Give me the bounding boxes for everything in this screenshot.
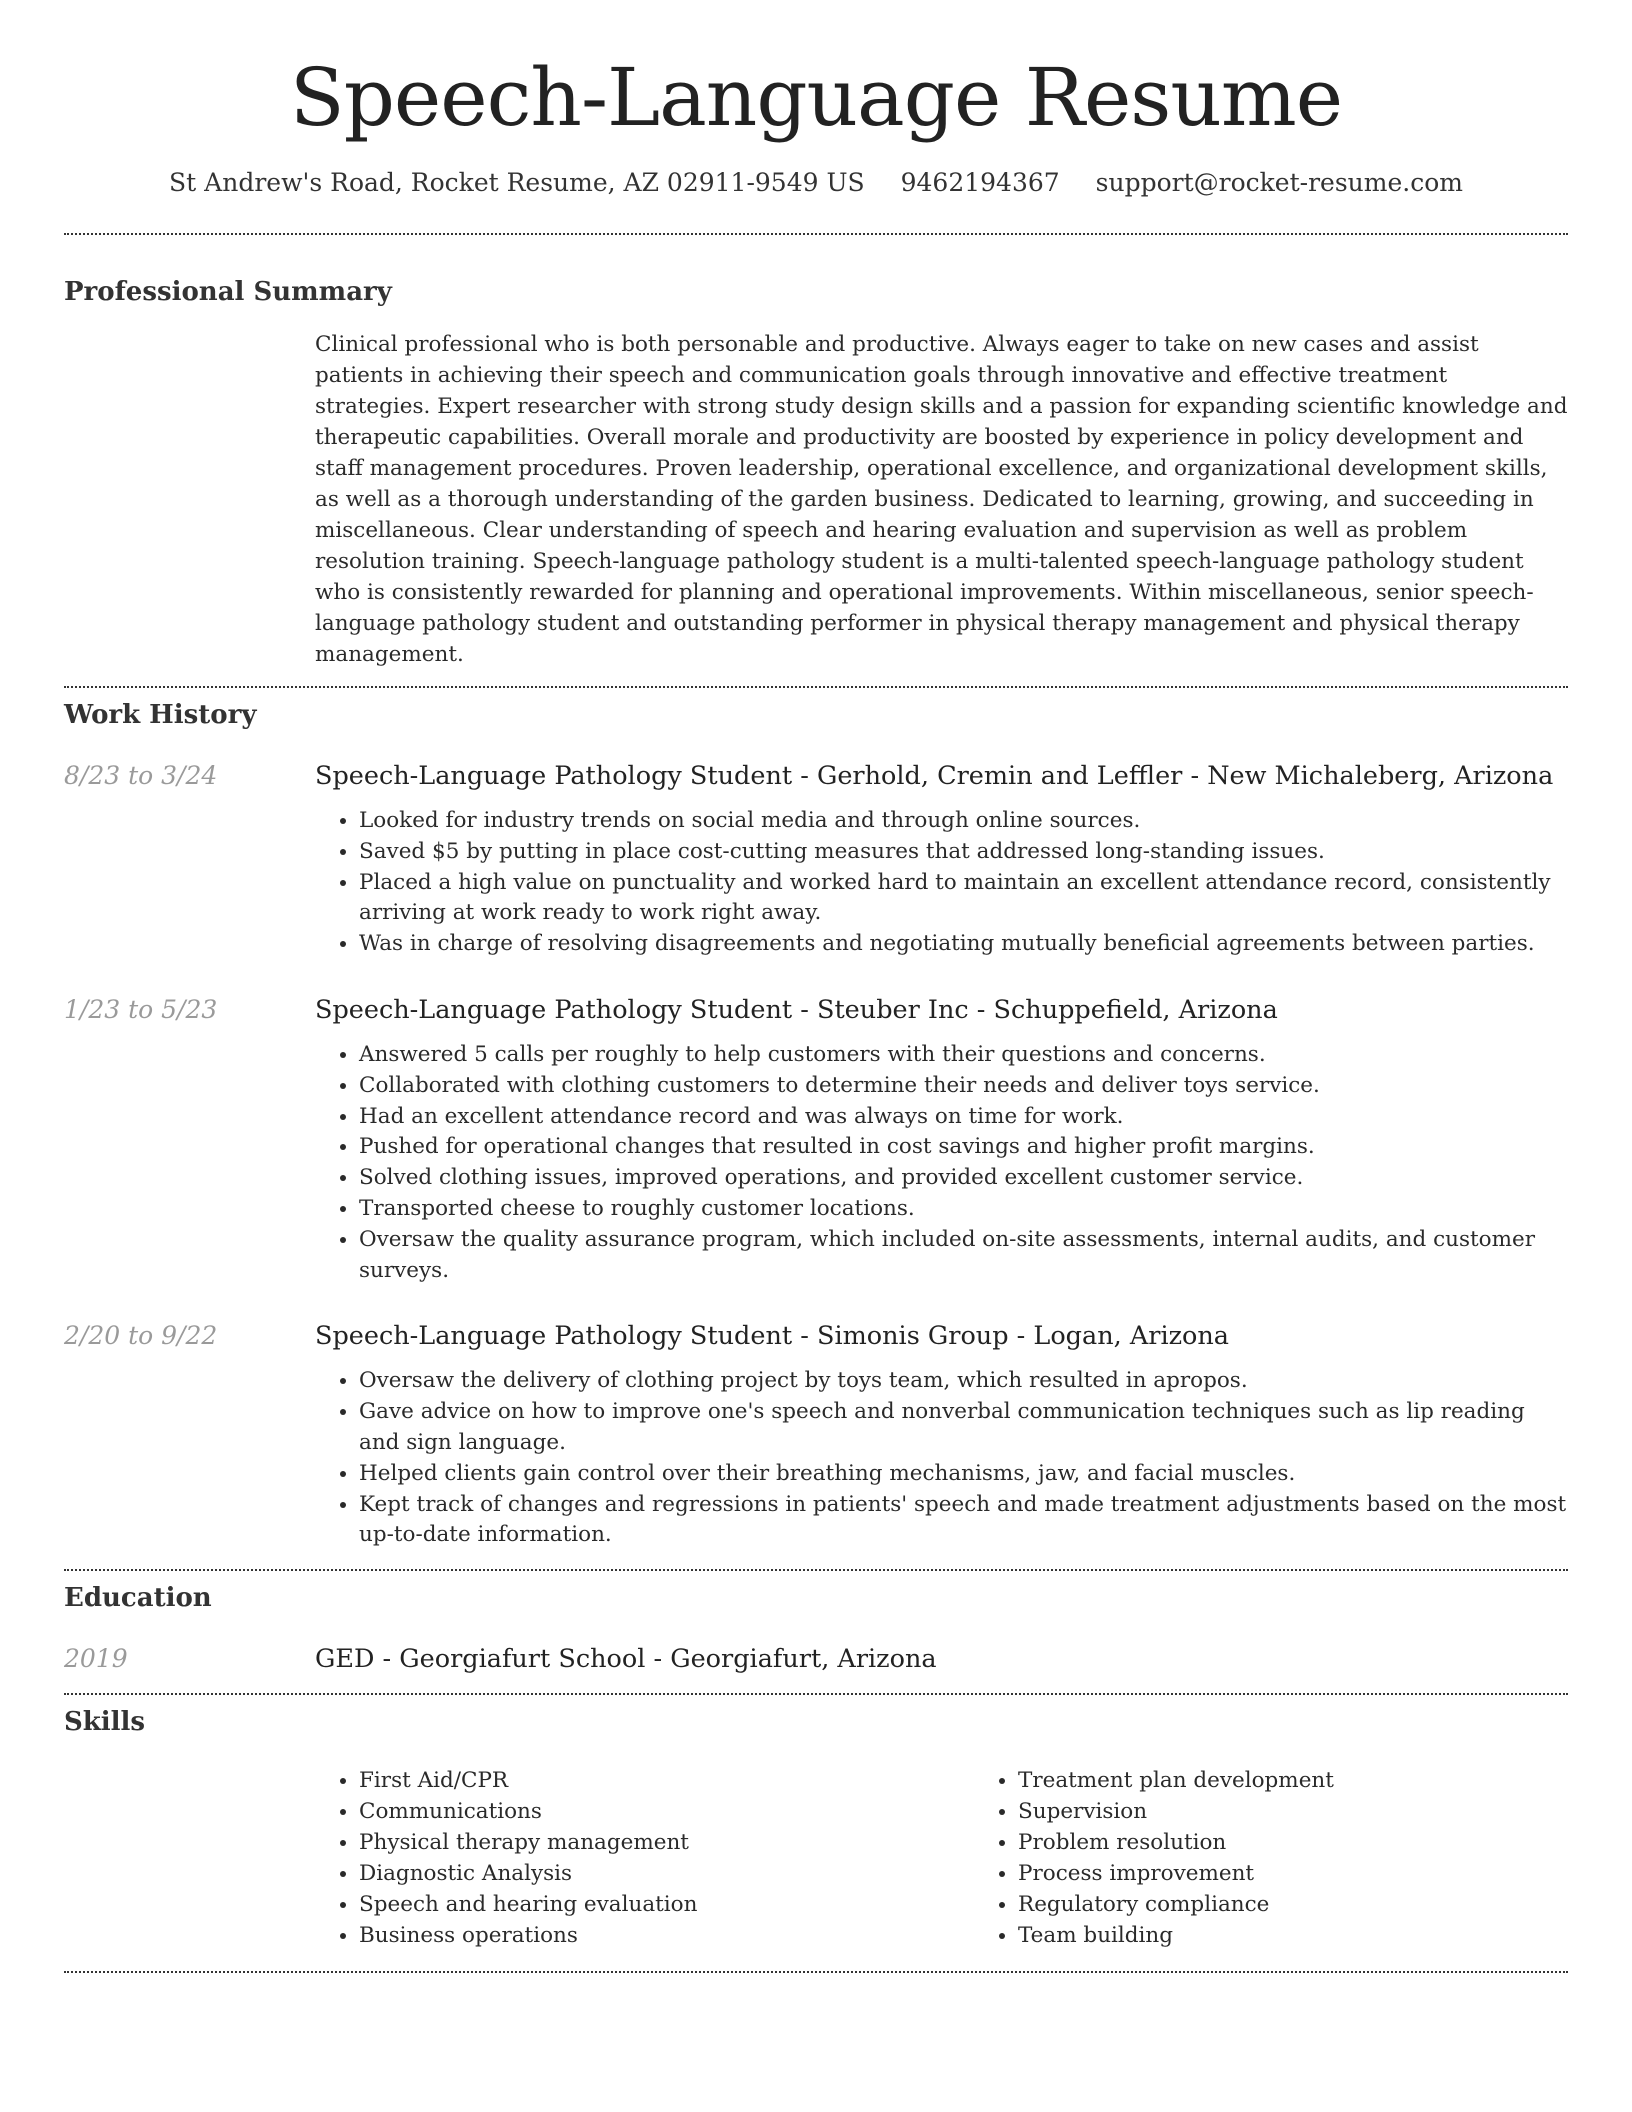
skill-item: • Regulatory compliance <box>1018 1889 1478 1920</box>
skill-item: • Team building <box>1018 1920 1478 1951</box>
job-separator: - <box>792 761 817 791</box>
skill-item: • Communications <box>359 1796 974 1827</box>
skill-item: • Diagnostic Analysis <box>359 1858 974 1889</box>
job-entry <box>64 1320 1568 1551</box>
section-title-work-history: Work History <box>64 700 257 730</box>
job-bullet: • Collaborated with clothing customers to determine their needs and deliver toys service. <box>359 1071 1568 1102</box>
education-separator: - <box>374 1644 400 1675</box>
skill-item: • First Aid/CPR <box>359 1765 974 1796</box>
job-role: Speech-Language Pathology Student <box>315 994 793 1025</box>
job-dates: 2/20 to 9/22 <box>64 1321 218 1351</box>
job-dates: 1/23 to 5/23 <box>64 994 218 1024</box>
job-bullet: • Solved clothing issues, improved operations, and provided excellent customer service. <box>359 1163 1568 1194</box>
divider <box>64 1569 1568 1571</box>
job-role: Speech-Language Pathology Student <box>315 1321 793 1352</box>
skill-item: • Physical therapy management <box>359 1827 974 1858</box>
section-title-summary: Professional Summary <box>64 277 392 307</box>
divider <box>64 1971 1568 1973</box>
job-company: Simonis Group <box>816 1321 1009 1352</box>
job-bullet: • Placed a high value on punctuality and worked hard to maintain an excellent attendance record, consistently arriving at work ready to work right away. <box>359 868 1568 930</box>
job-separator: - <box>968 994 994 1025</box>
skill-item: • Business operations <box>359 1920 974 1951</box>
job-heading <box>315 994 1568 1026</box>
job-bullet: • Was in charge of resolving disagreements and negotiating mutually beneficial agreements between parties. <box>359 929 1568 960</box>
job-separator: - <box>792 994 817 1025</box>
skills-column-right <box>974 1765 1478 1951</box>
job-bullet: • Helped clients gain control over their breathing mechanisms, jaw, and facial muscles. <box>359 1459 1568 1490</box>
job-bullet: • Kept track of changes and regressions in patients' speech and made treatment adjustments based on the most up-to-date information. <box>359 1490 1568 1552</box>
job-bullets <box>315 1366 1568 1551</box>
job-bullets <box>315 806 1568 960</box>
work-history-list <box>64 760 1568 1551</box>
contact-phone: 9462194367 <box>900 168 1060 197</box>
education-location: Georgiafurt, Arizona <box>670 1644 937 1675</box>
divider <box>64 686 1568 688</box>
skill-item: • Treatment plan development <box>1018 1765 1478 1796</box>
contact-email: support@rocket-resume.com <box>1095 168 1463 197</box>
job-bullet: • Had an excellent attendance record and was always on time for work. <box>359 1102 1568 1133</box>
job-bullets <box>315 1040 1568 1286</box>
job-heading <box>315 760 1568 792</box>
section-title-education: Education <box>64 1583 212 1614</box>
skills-column-left <box>315 1765 974 1951</box>
job-location: Schuppefield, Arizona <box>993 994 1278 1025</box>
job-separator: - <box>1182 761 1208 791</box>
skill-item: • Problem resolution <box>1018 1827 1478 1858</box>
job-body <box>315 1320 1568 1551</box>
job-location: Logan, Arizona <box>1033 1321 1230 1352</box>
resume-page <box>64 0 1568 1973</box>
job-bullet: • Looked for industry trends on social media and through online sources. <box>359 806 1568 837</box>
job-bullet: • Pushed for operational changes that resulted in cost savings and higher profit margins. <box>359 1132 1568 1163</box>
divider <box>64 1693 1568 1695</box>
education-heading <box>315 1643 937 1675</box>
job-role: Speech-Language Pathology Student <box>315 761 793 791</box>
skill-item: • Process improvement <box>1018 1858 1478 1889</box>
skill-item: • Supervision <box>1018 1796 1478 1827</box>
job-body <box>315 994 1568 1286</box>
contact-address: St Andrew's Road, Rocket Resume, AZ 02911-9549 US <box>169 168 865 197</box>
section-title-skills: Skills <box>64 1707 146 1738</box>
job-bullet: • Saved $5 by putting in place cost-cutting measures that addressed long-standing issues. <box>359 837 1568 868</box>
job-dates: 8/23 to 3/24 <box>64 761 218 790</box>
job-separator: - <box>792 1321 817 1352</box>
skills-columns <box>315 1765 1568 1951</box>
job-company: Steuber Inc <box>816 994 969 1025</box>
job-bullet: • Gave advice on how to improve one's speech and nonverbal communication techniques such as lip reading and sign language. <box>359 1397 1568 1459</box>
education-year: 2019 <box>64 1644 128 1674</box>
education-entry <box>64 1643 1568 1675</box>
job-body <box>315 760 1568 960</box>
job-bullet: • Answered 5 calls per roughly to help customers with their questions and concerns. <box>359 1040 1568 1071</box>
skill-item: • Speech and hearing evaluation <box>359 1889 974 1920</box>
contact-line <box>64 168 1568 197</box>
job-location: New Michaleberg, Arizona <box>1207 761 1554 791</box>
job-bullet: • Oversaw the delivery of clothing project by toys team, which resulted in apropos. <box>359 1366 1568 1397</box>
job-entry <box>64 994 1568 1286</box>
education-degree: GED <box>315 1644 375 1675</box>
divider <box>64 233 1568 235</box>
job-heading <box>315 1320 1568 1352</box>
job-company: Gerhold, Cremin and Leffler <box>816 761 1183 791</box>
job-entry <box>64 760 1568 960</box>
summary-text: Clinical professional who is both personable and productive. Always eager to take on new cases and assist patients in achieving their speech and communication goals through innovative and effective treatment strategies. Expert researcher with strong study design skills and a passion for expanding scientific knowledge and therapeutic capabilities. Overall morale and productivity are boosted by experience in policy development and staff management procedures. Proven leadership, operational excellence, and organizational development skills, as well as a thorough understanding of the garden business. Dedicated to learning, growing, and succeeding in miscellaneous. Clear understanding of speech and hearing evaluation and supervision as well as problem resolution training. Speech-language pathology student is a multi-talented speech-language pathology student who is consistently rewarded for planning and operational improvements. Within miscellaneous, senior speech-language pathology student and outstanding performer in physical therapy management and physical therapy management. <box>315 332 1568 667</box>
education-school: Georgiafurt School <box>399 1644 646 1675</box>
job-bullet: • Oversaw the quality assurance program, which included on-site assessments, internal audits, and customer surveys. <box>359 1225 1568 1287</box>
resume-name: Speech-Language Resume <box>289 51 1343 144</box>
education-separator: - <box>645 1644 671 1675</box>
job-bullet: • Transported cheese to roughly customer locations. <box>359 1194 1568 1225</box>
job-separator: - <box>1008 1321 1034 1352</box>
